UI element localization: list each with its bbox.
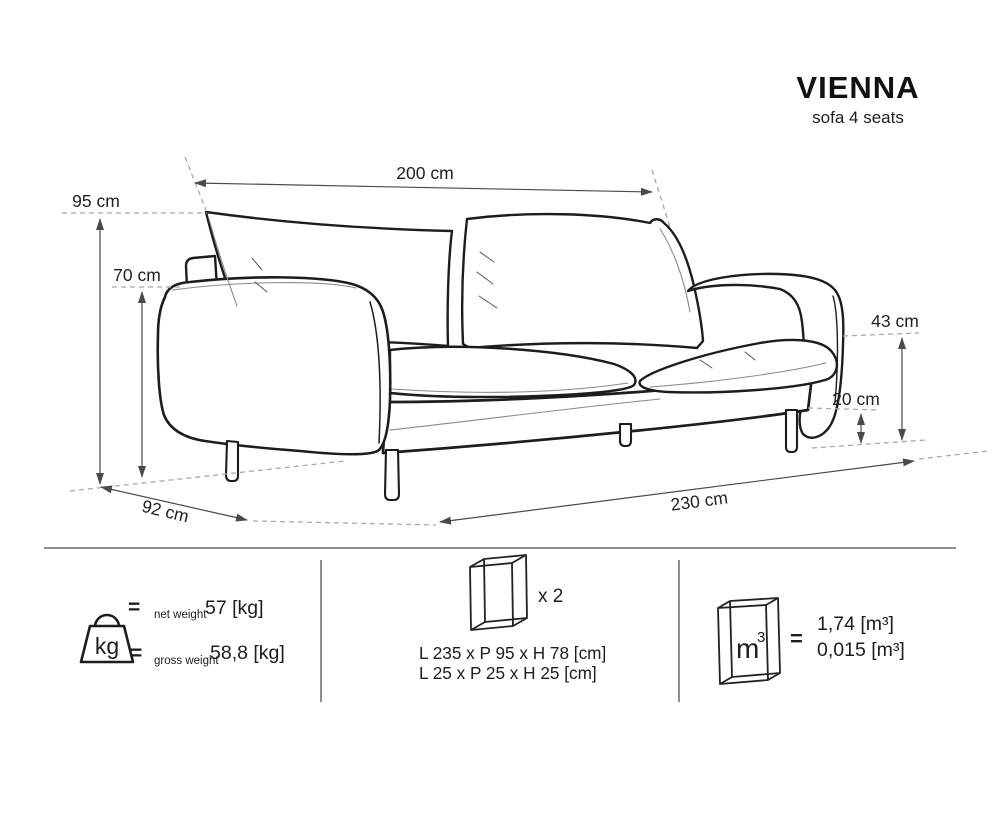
package-box-icon: [458, 553, 534, 637]
volume-equals: =: [790, 626, 803, 651]
net-weight-label: net weight: [154, 609, 207, 621]
gross-weight-equals: =: [130, 642, 143, 665]
sofa-back-cushion-right: [462, 214, 703, 348]
product-subtitle: sofa 4 seats: [812, 108, 904, 127]
volume-packaging-value: 0,015 [m³]: [817, 639, 905, 661]
net-weight-equals: =: [128, 596, 141, 619]
volume-box-icon: [712, 594, 788, 690]
weight-icon-unit-label: kg: [94, 633, 120, 659]
package-quantity: x 2: [538, 586, 564, 607]
package-size-2: L 25 x P 25 x H 25 [cm]: [419, 663, 597, 683]
vertical-divider-left: [320, 560, 322, 702]
volume-icon-unit: m: [736, 633, 760, 664]
package-size-1: L 235 x P 95 x H 78 [cm]: [419, 643, 607, 663]
sofa-drawing: [158, 212, 844, 500]
sofa-seat-cushion-left: [390, 347, 635, 397]
sofa-seat-cushion-right: [640, 340, 837, 392]
volume-icon-exponent: 3: [757, 629, 766, 646]
dim-line-overall-width: [195, 183, 652, 192]
label-overall-height: 95 cm: [72, 191, 120, 211]
gross-weight-value: 58,8 [kg]: [210, 642, 285, 664]
label-leg-height: 20 cm: [832, 389, 880, 409]
vertical-divider-right: [678, 560, 680, 702]
net-weight-value: 57 [kg]: [205, 597, 264, 619]
label-total-width: 230 cm: [669, 487, 729, 515]
gross-weight-label: gross weight: [154, 655, 219, 667]
label-seat-height: 43 cm: [871, 311, 919, 331]
label-depth: 92 cm: [139, 495, 191, 527]
horizontal-divider: [44, 547, 956, 549]
sofa-arm-left: [158, 277, 390, 454]
volume-total-value: 1,74 [m³]: [817, 613, 894, 635]
label-overall-width: 200 cm: [396, 163, 454, 183]
label-arm-height: 70 cm: [113, 265, 161, 285]
product-name: VIENNA: [796, 70, 920, 105]
